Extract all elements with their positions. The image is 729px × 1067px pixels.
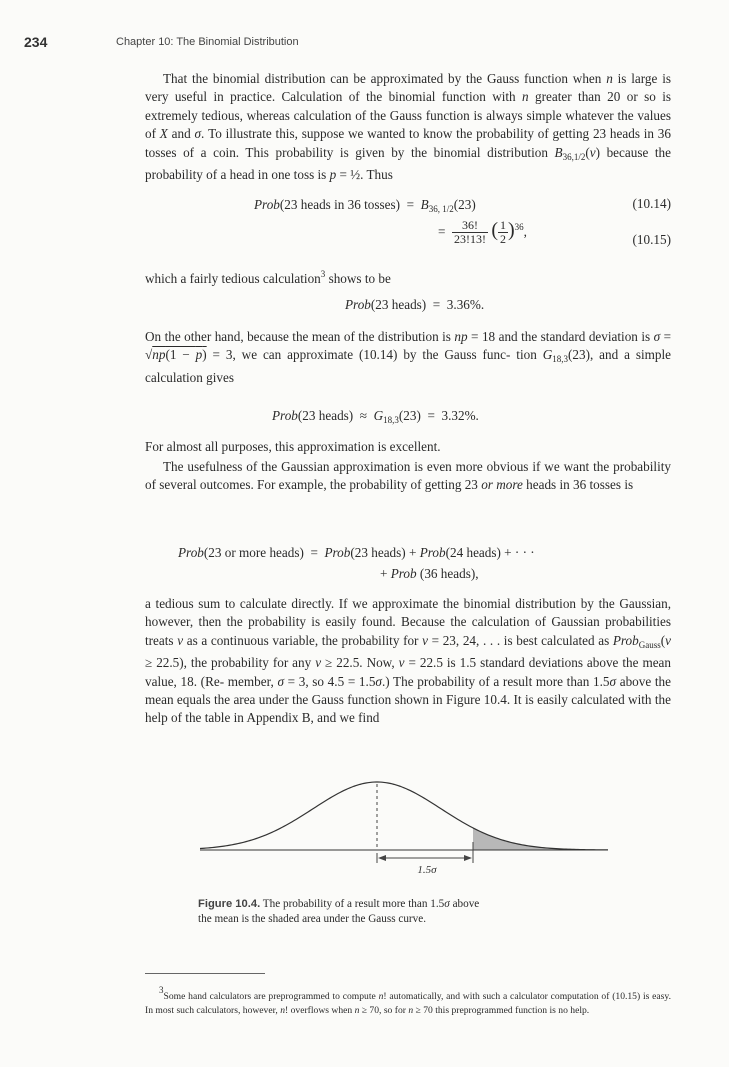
para3-line-3: tion $G_{18,3}(23)$, and a simple calculation gives — [145, 347, 672, 385]
equation-number-10-14: (10.14) — [632, 196, 671, 211]
para5-line-3: more heads in 36 tosses is — [496, 477, 634, 493]
shaded-tail-area — [473, 828, 608, 850]
para6-line-6: member, σ = 3, so 4.5 = 1.5σ.) The probability of a result more than 1.5σ above — [227, 673, 652, 689]
half-denominator: 2 — [500, 232, 506, 247]
para5-line-2: the probability of several outcomes. For example, the probability of getting 23 or — [145, 459, 672, 493]
para3-line-1: On the other hand, because the mean of the distribution is np = 18 and the standard — [145, 329, 586, 344]
equation-result-1: Prob(23 heads) = 3.36%. — [345, 297, 485, 312]
running-head: Chapter 10: The Binomial Distribution — [116, 36, 299, 48]
figure-caption-text: The probability of a result more than 1.5σ above the mean is the shaded area under the Gauss curve. — [198, 898, 480, 925]
page-number: 234 — [24, 34, 48, 50]
para5-line-1: The usefulness of the Gaussian approximation is even more obvious if we want — [163, 459, 590, 474]
para1-line-1: That the binomial distribution can be approximated by the Gauss function when — [163, 71, 602, 86]
figure-label: Figure 10.4. — [198, 898, 261, 910]
para6-line-2: the Gaussian, however, then the probability is easily found. Because the calculation — [145, 596, 671, 630]
equation-10-15: = $\frac{36!}{23!13!}$ ( $\frac{1}{2}$ )$^{36}$, — [438, 218, 527, 247]
footnote-rule — [145, 973, 265, 974]
para6-line-3: of Gaussian probabilities treats ν as a continuous variable, the probability for — [145, 614, 671, 648]
para1-line-5: wanted to know the probability of getting 23 heads in 36 tosses of a coin. This — [145, 126, 671, 160]
gauss-curve — [200, 782, 608, 850]
para6-line-1: a tedious sum to calculate directly. If we approximate the binomial distribution by — [145, 596, 594, 611]
para1-line-2: n is large is very useful in practice. Calculation of the binomial function with n — [145, 71, 671, 105]
para1-line-3: greater than 20 or so is extremely tedious, whereas calculation of the Gauss function — [145, 89, 672, 123]
figure-caption — [198, 897, 488, 927]
paragraph-1 — [145, 70, 671, 184]
power: 36 — [514, 222, 524, 232]
paragraph-6 — [145, 595, 671, 728]
half-numerator: 1 — [500, 218, 506, 233]
footnote: 3Some hand calculators are preprogrammed to compute n! automatically, and with such a calculator computation of (10.15) is easy. In most such calculators, however, n! overflows when n ≥ 70, so for n ≥ 70 this preprogrammed function is no help. — [145, 985, 671, 1016]
paragraph-5 — [145, 458, 671, 495]
equation-result-2: Prob(23 heads) ≈ $G_{18,3}(23) = 3.32\%$. — [272, 408, 479, 425]
para6-line-8: calculated with the help of the table in Appendix B, and we find — [145, 692, 671, 726]
equation-sum-line-2: + Prob (36 heads), — [380, 566, 479, 581]
equation-number-10-15: (10.15) — [632, 232, 671, 247]
paragraph-2: which a fairly tedious calculation$^3$ shows to be — [145, 269, 391, 286]
para1-line-6: probability is given by the binomial distribution $B_{36,1/2}(\nu)$ because the probability of — [145, 144, 672, 183]
para6-line-5: ν ≥ 22.5. Now, ν = 22.5 is 1.5 standard deviations above the mean value, 18. (Re- — [145, 655, 671, 689]
para1-line-7: a head in one toss is p = ½. Thus — [220, 167, 393, 183]
dimension-label: 1.5σ — [417, 864, 437, 876]
frac-denominator: 23!13! — [454, 232, 487, 247]
dimension-arrowhead-right — [464, 855, 472, 861]
equation-10-14: Prob(23 heads in 36 tosses) = $B_{36, 1/2}(23)$ — [254, 197, 476, 214]
equation-sum-line-1: Prob(23 or more heads) = Prob(23 heads) + Prob(24 heads) + · · · — [178, 545, 535, 560]
para3-line-2: deviation is σ = √np(1 − p) = 3, we can approximate (10.14) by the Gauss func- — [145, 329, 672, 363]
para6-line-7: the mean equals the area under the Gauss function shown in Figure 10.4. It is easily — [145, 673, 671, 708]
para1-line-4: is always simple whatever the values of X and σ. To illustrate this, suppose we — [145, 107, 672, 142]
frac-numerator: 36! — [452, 219, 488, 233]
gauss-curve-figure — [200, 760, 610, 890]
para6-line-4: ν = 23, 24, . . . is best calculated as Prob$_{Gauss}$(ν ≥ 22.5), the probability for any — [145, 632, 672, 671]
dimension-arrowhead-left — [378, 855, 386, 861]
gauss-curve-svg — [200, 760, 610, 890]
paragraph-3 — [145, 328, 671, 387]
paragraph-4: For almost all purposes, this approximation is excellent. — [145, 439, 441, 454]
